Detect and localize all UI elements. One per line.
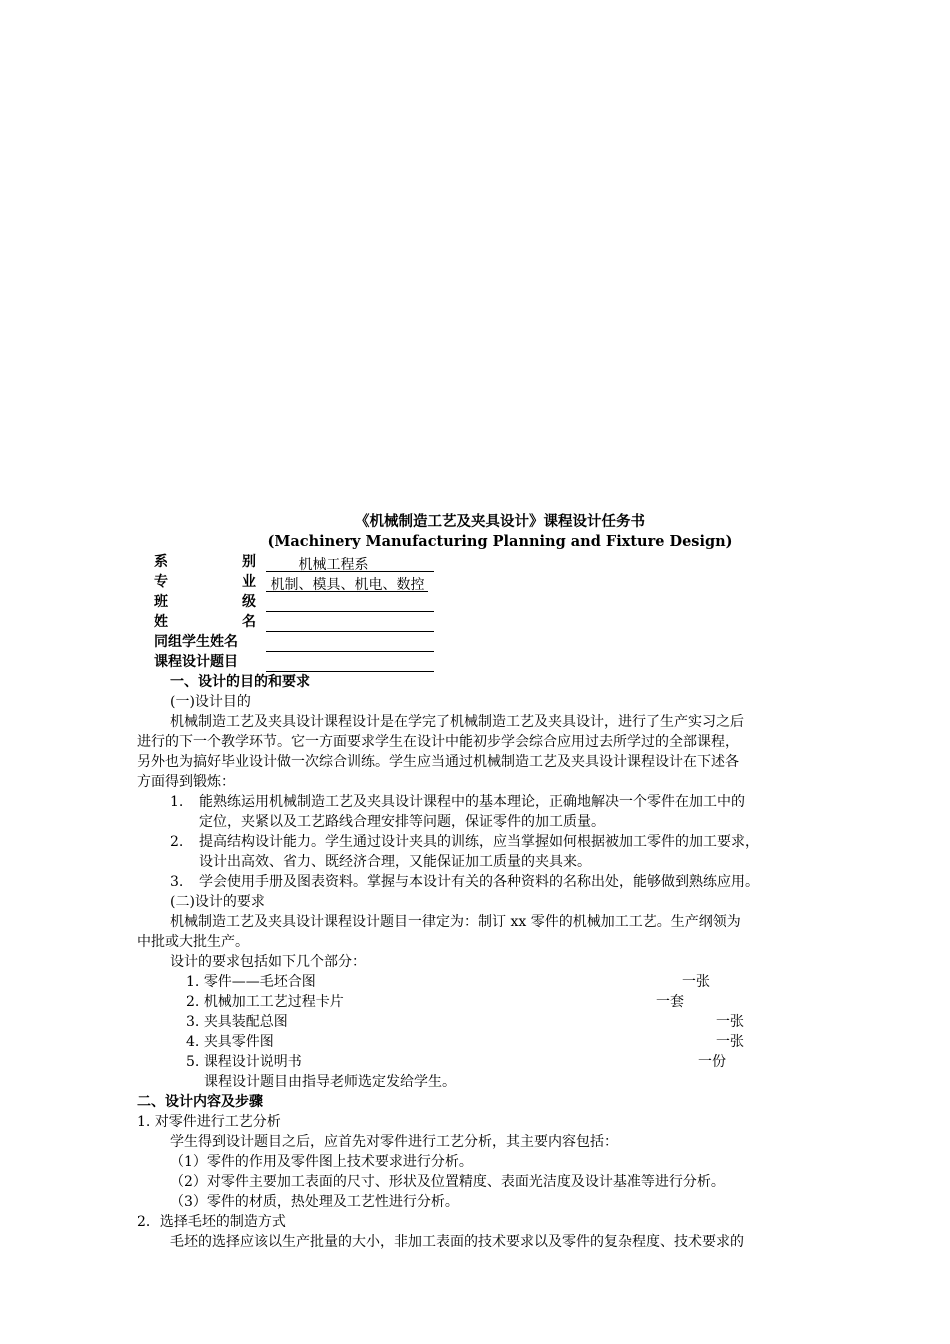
step1-intro: 学生得到设计题目之后，应首先对零件进行工艺分析，其主要内容包括： — [170, 1134, 618, 1150]
list-item: 能熟练运用机械制造工艺及夹具设计课程中的基本理论，正确地解决一个零件在加工中的 — [199, 794, 745, 810]
list-item: 学会使用手册及图表资料。掌握与本设计有关的各种资料的名称出处，能够做到熟练应用。 — [199, 874, 759, 890]
requirement-item: 3. 夹具装配总图 — [186, 1014, 288, 1030]
list-item-number: 1. — [170, 794, 184, 810]
design-topic-blank — [266, 655, 434, 672]
step1-item: （2）对零件主要加工表面的尺寸、形状及位置精度、表面光洁度及设计基准等进行分析。 — [170, 1174, 725, 1190]
requirements-intro: 设计的要求包括如下几个部分： — [170, 954, 366, 970]
section1-heading: 一、设计的目的和要求 — [170, 674, 310, 690]
paragraph-line: 另外也为搞好毕业设计做一次综合训练。学生应当通过机械制造工艺及夹具设计课程设计在下述各 — [137, 754, 739, 770]
document-title: 《机械制造工艺及夹具设计》课程设计任务书 — [355, 513, 645, 530]
field-class: 班 级 — [154, 592, 434, 612]
class-blank — [266, 595, 434, 612]
list-item-number: 3. — [170, 874, 184, 890]
step1-item: （3）零件的材质，热处理及工艺性进行分析。 — [170, 1194, 459, 1210]
section1-sub2: (二)设计的要求 — [170, 894, 265, 910]
requirement-qty: 一份 — [698, 1054, 726, 1070]
step2-heading: 2．选择毛坯的制造方式 — [137, 1214, 286, 1230]
paragraph-line: 机械制造工艺及夹具设计课程设计是在学完了机械制造工艺及夹具设计，进行了生产实习之后 — [170, 714, 744, 730]
step2-text: 毛坯的选择应该以生产批量的大小，非加工表面的技术要求以及零件的复杂程度、技术要求的 — [170, 1234, 744, 1250]
paragraph-line: 方面得到锻炼： — [137, 774, 235, 790]
section1-sub1: (一)设计目的 — [170, 694, 251, 710]
requirement-item: 1. 零件——毛坯合图 — [186, 974, 316, 990]
requirement-qty: 一张 — [716, 1014, 744, 1030]
topic-note: 课程设计题目由指导老师选定发给学生。 — [204, 1074, 456, 1090]
field-group-members: 同组学生姓名 — [154, 632, 434, 652]
step1-item: （1）零件的作用及零件图上技术要求进行分析。 — [170, 1154, 473, 1170]
requirement-item: 5. 课程设计说明书 — [186, 1054, 302, 1070]
requirement-item: 2. 机械加工工艺过程卡片 — [186, 994, 344, 1010]
group-members-blank — [266, 635, 434, 652]
list-item: 定位，夹紧以及工艺路线合理安排等问题，保证零件的加工质量。 — [199, 814, 605, 830]
step1-heading: 1. 对零件进行工艺分析 — [137, 1114, 281, 1130]
list-item: 提高结构设计能力。学生通过设计夹具的训练，应当掌握如何根据被加工零件的加工要求， — [199, 834, 759, 850]
document-subtitle: (Machinery Manufacturing Planning and Fixture Design) — [267, 533, 733, 550]
list-item: 设计出高效、省力、既经济合理，又能保证加工质量的夹具来。 — [199, 854, 591, 870]
field-department: 系 别 机械工程系 — [154, 552, 434, 572]
section2-heading: 二、设计内容及步骤 — [137, 1094, 263, 1110]
department-value: 机械工程系 — [266, 555, 434, 572]
paragraph-line: 中批或大批生产。 — [137, 934, 249, 950]
requirement-qty: 一张 — [716, 1034, 744, 1050]
requirement-item: 4. 夹具零件图 — [186, 1034, 274, 1050]
field-design-topic: 课程设计题目 — [154, 652, 434, 672]
major-value: 机制、模具、机电、数控 — [266, 575, 428, 592]
requirement-qty: 一套 — [656, 994, 684, 1010]
requirement-qty: 一张 — [682, 974, 710, 990]
name-blank — [266, 615, 434, 632]
field-major: 专 业 机制、模具、机电、数控 — [154, 572, 428, 592]
field-name: 姓 名 — [154, 612, 434, 632]
list-item-number: 2. — [170, 834, 184, 850]
paragraph-line: 机械制造工艺及夹具设计课程设计题目一律定为：制订 xx 零件的机械加工工艺。生产纲领为 — [170, 914, 741, 930]
paragraph-line: 进行的下一个教学环节。它一方面要求学生在设计中能初步学会综合应用过去所学过的全部课程， — [137, 734, 739, 750]
